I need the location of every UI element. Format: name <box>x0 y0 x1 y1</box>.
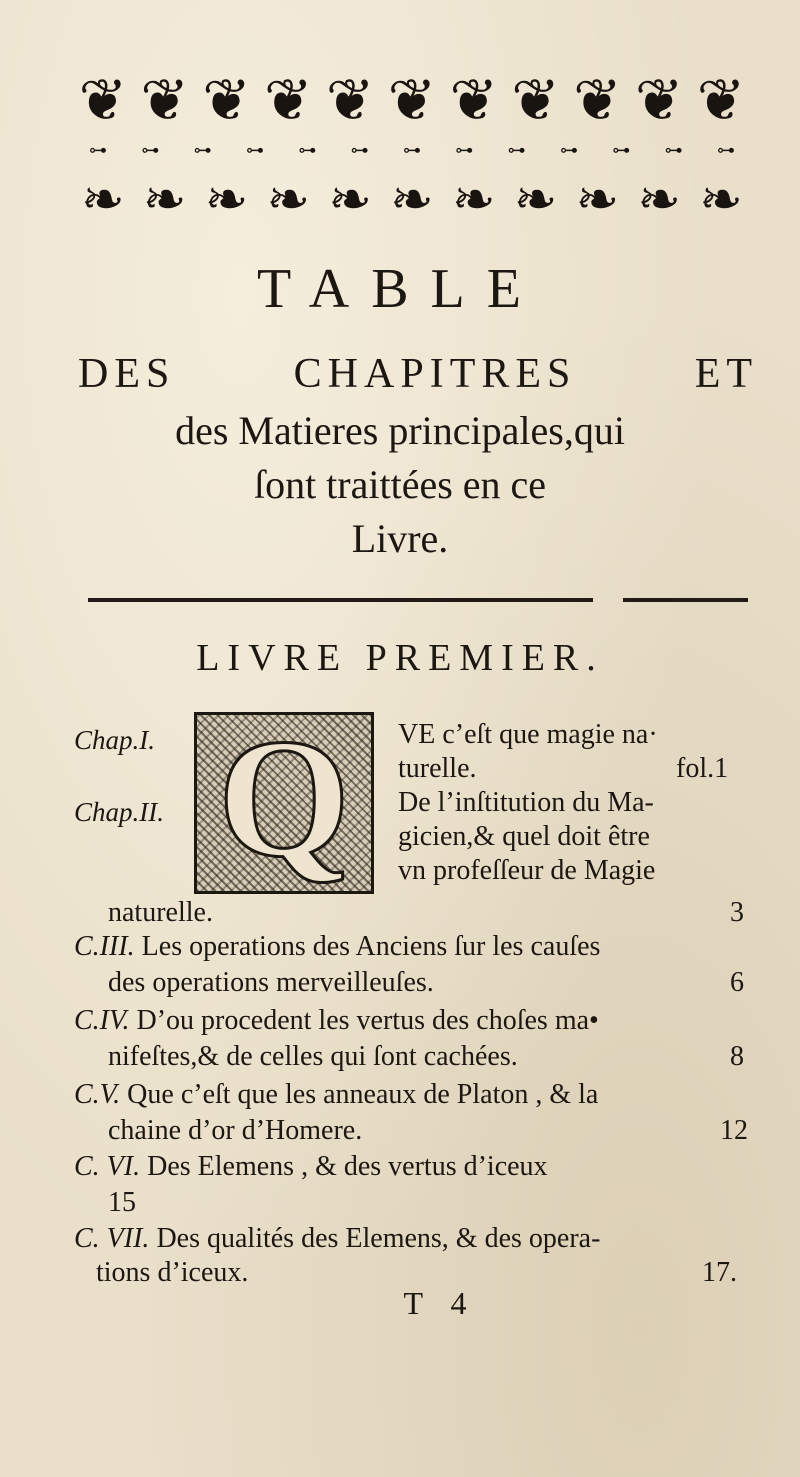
fleuron-ornament-icon: ⊶ <box>245 140 264 161</box>
fleuron-ornament-icon: ❧ <box>575 170 620 230</box>
fleuron-ornament-icon: ❧ <box>637 170 681 230</box>
entry-text: vn profeſſeur de Magie <box>398 855 656 886</box>
fleuron-ornament-icon: ❧ <box>513 170 558 230</box>
chapter-label: Chap.II. <box>74 797 164 827</box>
divider-rule <box>88 598 748 604</box>
ornament-band-bottom <box>72 164 752 236</box>
fleuron-ornament-icon: ❦ <box>573 66 622 134</box>
chapter-label: C.V. <box>74 1079 121 1110</box>
entry-page-number: 15 <box>108 1187 136 1218</box>
fleuron-ornament-icon: ❧ <box>204 170 249 230</box>
subtitle-word: ET <box>694 351 758 397</box>
fleuron-ornament-icon: ❧ <box>451 170 496 230</box>
entry-text: Des Elemens , & des vertus d’iceux <box>147 1151 548 1182</box>
entry-row <box>74 1150 548 1184</box>
entry-page-number: 6 <box>730 967 744 998</box>
fleuron-ornament-icon: ⊶ <box>559 140 578 161</box>
fleuron-ornament-icon: ❧ <box>390 170 434 230</box>
entry-row <box>74 930 600 964</box>
fleuron-ornament-icon: ❦ <box>202 66 251 134</box>
entry-page-number: 3 <box>730 897 744 928</box>
entry-page-number: fol.1 <box>676 753 729 784</box>
fleuron-ornament-icon: ❦ <box>264 66 313 134</box>
chapter-label: C.III. <box>74 931 135 962</box>
fleuron-ornament-icon: ❦ <box>140 66 190 134</box>
fleuron-ornament-icon: ⊶ <box>89 140 107 161</box>
fleuron-ornament-icon: ❧ <box>81 170 125 230</box>
subtitle-line-3: ſont traittées en ce <box>253 462 547 507</box>
fleuron-ornament-icon: ⊶ <box>350 140 369 161</box>
subtitle-word: DES <box>78 351 176 397</box>
ornament-band-middle <box>72 140 752 162</box>
fleuron-ornament-icon: ⊶ <box>664 140 683 161</box>
entry-continuation: tions d’iceux. <box>96 1257 249 1288</box>
chapter-label: C. VI. <box>74 1151 141 1182</box>
entry-text: gicien,& quel doit être <box>398 821 650 852</box>
fleuron-ornament-icon: ❧ <box>328 170 372 230</box>
entry-page-number: 12 <box>720 1115 748 1146</box>
ornament-band-top <box>72 64 752 136</box>
entry-text: Que c’eſt que les anneaux de Platon , & la <box>127 1079 599 1110</box>
entry-continuation: naturelle. <box>108 897 213 928</box>
subtitle-caps-line <box>78 350 758 398</box>
entry-continuation: chaine d’or d’Homere. <box>108 1115 363 1146</box>
fleuron-ornament-icon: ❧ <box>699 170 743 230</box>
section-title: LIVRE PREMIER. <box>196 637 604 679</box>
chapter-label: Chap.I. <box>74 725 155 755</box>
entry-continuation: nifeſtes,& de celles qui ſont cachées. <box>108 1041 518 1072</box>
fleuron-ornament-icon: ❧ <box>142 170 187 230</box>
fleuron-ornament-icon: ⊶ <box>298 140 317 161</box>
fleuron-ornament-icon: ⊶ <box>507 140 526 161</box>
fleuron-ornament-icon: ❦ <box>449 66 499 134</box>
page-title: TABLE <box>257 258 543 320</box>
fleuron-ornament-icon: ❧ <box>266 170 311 230</box>
fleuron-ornament-icon: ⊶ <box>716 140 735 161</box>
fleuron-ornament-icon: ⊶ <box>402 140 421 161</box>
entry-row <box>74 1222 600 1256</box>
entry-row <box>74 1004 599 1038</box>
fleuron-ornament-icon: ⊶ <box>193 140 212 161</box>
entry-row <box>74 1078 598 1112</box>
entry-text: De l’inſtitution du Ma- <box>398 787 654 818</box>
signature-mark: T 4 <box>403 1285 477 1321</box>
subtitle-word: CHAPITRES <box>293 351 577 397</box>
entry-page-number: 17. <box>702 1257 737 1288</box>
entry-continuation: des operations merveilleuſes. <box>108 967 434 998</box>
decorated-initial <box>194 704 374 894</box>
entry-text: Des qualités des Elemens, & des opera- <box>156 1223 601 1254</box>
entry-text: turelle. <box>398 753 477 784</box>
subtitle-line-2: des Matieres principales,qui <box>175 408 625 453</box>
fleuron-ornament-icon: ❦ <box>387 66 437 134</box>
fleuron-ornament-icon: ❦ <box>696 66 746 134</box>
fleuron-ornament-icon: ⊶ <box>612 140 631 161</box>
fleuron-ornament-icon: ❦ <box>511 66 560 134</box>
subtitle-line-4: Livre. <box>351 516 449 561</box>
fleuron-ornament-icon: ⊶ <box>455 140 474 161</box>
entry-text: D’ou procedent les vertus des choſes ma• <box>136 1005 599 1036</box>
entry-page-number: 8 <box>730 1041 744 1072</box>
fleuron-ornament-icon: ❦ <box>325 66 375 134</box>
chapter-label: C. VII. <box>74 1223 150 1254</box>
fleuron-ornament-icon: ❦ <box>78 66 128 134</box>
fleuron-ornament-icon: ⊶ <box>141 140 160 161</box>
entry-text: Les operations des Anciens ſur les cauſes <box>141 931 601 962</box>
initial-letter: Q <box>217 704 351 892</box>
fleuron-ornament-icon: ❦ <box>634 66 684 134</box>
chapter-label: C.IV. <box>74 1005 130 1036</box>
entry-text: VE c’eſt que magie na· <box>398 719 658 750</box>
